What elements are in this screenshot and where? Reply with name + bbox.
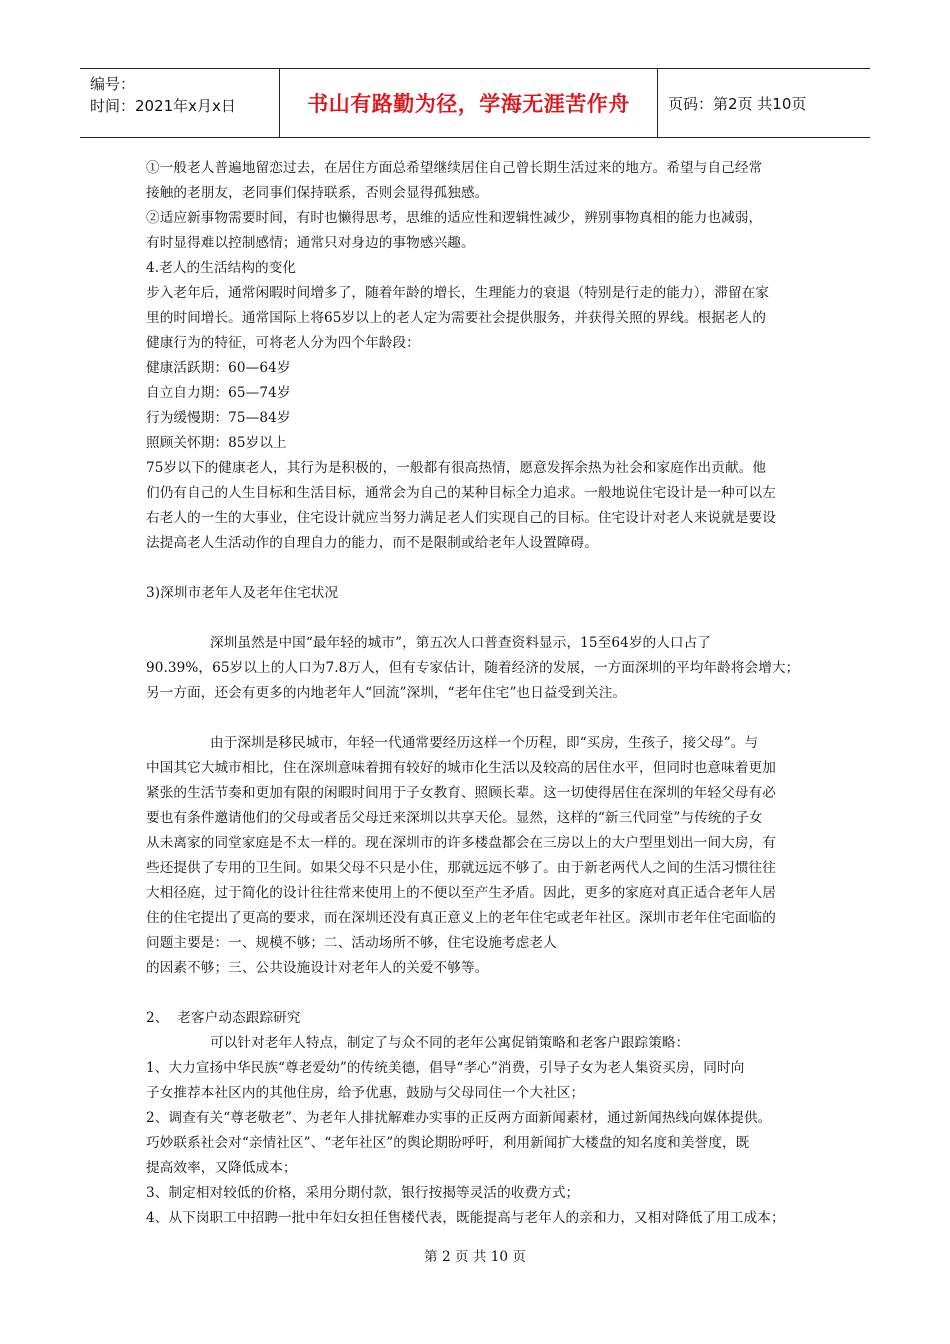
text-line: 健康行为的特征，可将老人分为四个年龄段： <box>146 335 420 351</box>
text-line: 由于深圳是移民城市，年轻一代通常要经历这样一个历程，即“买房，生孩子，接父母”。与 <box>210 735 759 751</box>
text-line: 有时显得难以控制感情；通常只对身边的事物感兴趣。 <box>146 235 475 251</box>
header-meta <box>80 69 280 137</box>
doc-number-label: 编号： <box>90 75 136 93</box>
document-body <box>146 156 826 1231</box>
text-line: 住的住宅提出了更高的要求，而在深圳还没有真正意义上的老年住宅或老年社区。深圳市老年住宅面临的 <box>146 910 776 926</box>
text-line: 深圳虽然是中国“最年轻的城市”，第五次人口普查资料显示，15至64岁的人口占了 <box>210 635 711 651</box>
page-header <box>80 68 870 138</box>
text-line: 从未离家的同堂家庭是不太一样的。现在深圳市的许多楼盘都会在三房以上的大户型里划出一间大房，有 <box>146 835 776 851</box>
text-line: ②适应新事物需要时间，有时也懒得思考，思维的适应性和逻辑性减少，辨别事物真相的能力也减弱， <box>146 210 763 226</box>
section-heading: 4.老人的生活结构的变化 <box>146 260 297 276</box>
age-stage-item: 健康活跃期：60—64岁 <box>146 360 291 376</box>
strategy-item: 4、从下岗职工中招聘一批中年妇女担任售楼代表，既能提高与老年人的亲和力，又相对降低了用工成本； <box>146 1210 785 1226</box>
text-line: 巧妙联系社会对“亲情社区”、“老年社区”的舆论期盼呼吁，利用新闻扩大楼盘的知名度和美誉度，既 <box>146 1135 750 1151</box>
spacer <box>146 556 826 581</box>
header-page-label: 页码：第2页 共10页 <box>668 94 807 113</box>
strategy-item: 3、制定相对较低的价格，采用分期付款，银行按揭等灵活的收费方式； <box>146 1185 580 1201</box>
text-line: 右老人的一生的大事业，住宅设计就应当努力满足老人们实现自己的目标。住宅设计对老人来说就是要设 <box>146 510 776 526</box>
text-line: 们仍有自己的人生目标和生活目标，通常会为自己的某种目标全力追求。一般地说住宅设计是一种可以左 <box>146 485 776 501</box>
spacer <box>146 981 826 1006</box>
text-line: 些还提供了专用的卫生间。如果父母不只是小住，那就远远不够了。由于新老两代人之间的生活习惯往往 <box>146 860 776 876</box>
spacer <box>146 706 826 731</box>
text-line: 子女推荐本社区内的其他住房，给予优惠，鼓励与父母同住一个大社区； <box>146 1085 585 1101</box>
strategy-item: 2、调查有关“尊老敬老”、为老年人排扰解难办实事的正反两方面新闻素材，通过新闻热线向媒体提供。 <box>146 1110 772 1126</box>
text-line: 另一方面，还会有更多的内地老年人“回流”深圳，“老年住宅”也日益受到关注。 <box>146 685 627 701</box>
age-stage-item: 照顾关怀期：85岁以上 <box>146 435 287 451</box>
strategy-item: 1、大力宣扬中华民族“尊老爱幼”的传统美德，倡导“孝心”消费，引导子女为老人集资买房，同时向 <box>146 1060 745 1076</box>
text-line: ①一般老人普遍地留恋过去，在居住方面总希望继续居住自己曾长期生活过来的地方。希望与自己经常 <box>146 160 763 176</box>
text-line: 接触的老朋友，老同事们保持联系，否则会显得孤独感。 <box>146 185 489 201</box>
spacer <box>146 606 826 631</box>
text-line: 里的时间增长。通常国际上将65岁以上的老人定为需要社会提供服务，并获得关照的界线。根据老人的 <box>146 310 767 326</box>
page-footer: 第 2 页 共 10 页 <box>424 1249 526 1265</box>
doc-date-label: 时间：2021年x月x日 <box>90 97 236 115</box>
text-line: 要也有条件邀请他们的父母或者岳父母迁来深圳以共享天伦。显然，这样的“新三代同堂”与传统的子女 <box>146 810 763 826</box>
text-line: 问题主要是：一、规模不够；二、活动场所不够，住宅设施考虑老人 <box>146 935 557 951</box>
age-stage-item: 自立自力期：65—74岁 <box>146 385 291 401</box>
section-heading: 3)深圳市老年人及老年住宅状况 <box>146 585 339 601</box>
text-line: 中国其它大城市相比，住在深圳意味着拥有较好的城市化生活以及较高的居住水平，但同时也意味着更加 <box>146 760 776 776</box>
text-line: 的因素不够；三、公共设施设计对老年人的关爱不够等。 <box>146 960 489 976</box>
text-line: 90.39%，65岁以上的人口为7.8万人，但有专家估计，随着经济的发展，一方面深圳的平均年龄将会增大； <box>146 660 800 676</box>
text-line: 大相径庭，过于简化的设计往往常来使用上的不便以至产生矛盾。因此，更多的家庭对真正适合老年人居 <box>146 885 776 901</box>
header-motto: 书山有路勤为径，学海无涯苦作舟 <box>280 69 658 137</box>
text-line: 可以针对老年人特点，制定了与众不同的老年公寓促销策略和老客户跟踪策略： <box>210 1035 690 1051</box>
text-line: 法提高老人生活动作的自理自力的能力，而不是限制或给老年人设置障碍。 <box>146 535 598 551</box>
age-stage-item: 行为缓慢期：75—84岁 <box>146 410 291 426</box>
text-line: 紧张的生活节奏和更加有限的闲暇时间用于子女教育、照顾长辈。这一切使得居住在深圳的年轻父母有必 <box>146 785 776 801</box>
text-line: 步入老年后，通常闲暇时间增多了，随着年龄的增长，生理能力的衰退（特别是行走的能力），滞留在家 <box>146 285 770 301</box>
text-line: 提高效率，又降低成本； <box>146 1160 297 1176</box>
text-line: 75岁以下的健康老人，其行为是积极的，一般都有很高热情，愿意发挥余热为社会和家庭作出贡献。他 <box>146 460 767 476</box>
section-heading: 2、 老客户动态跟踪研究 <box>146 1010 301 1026</box>
